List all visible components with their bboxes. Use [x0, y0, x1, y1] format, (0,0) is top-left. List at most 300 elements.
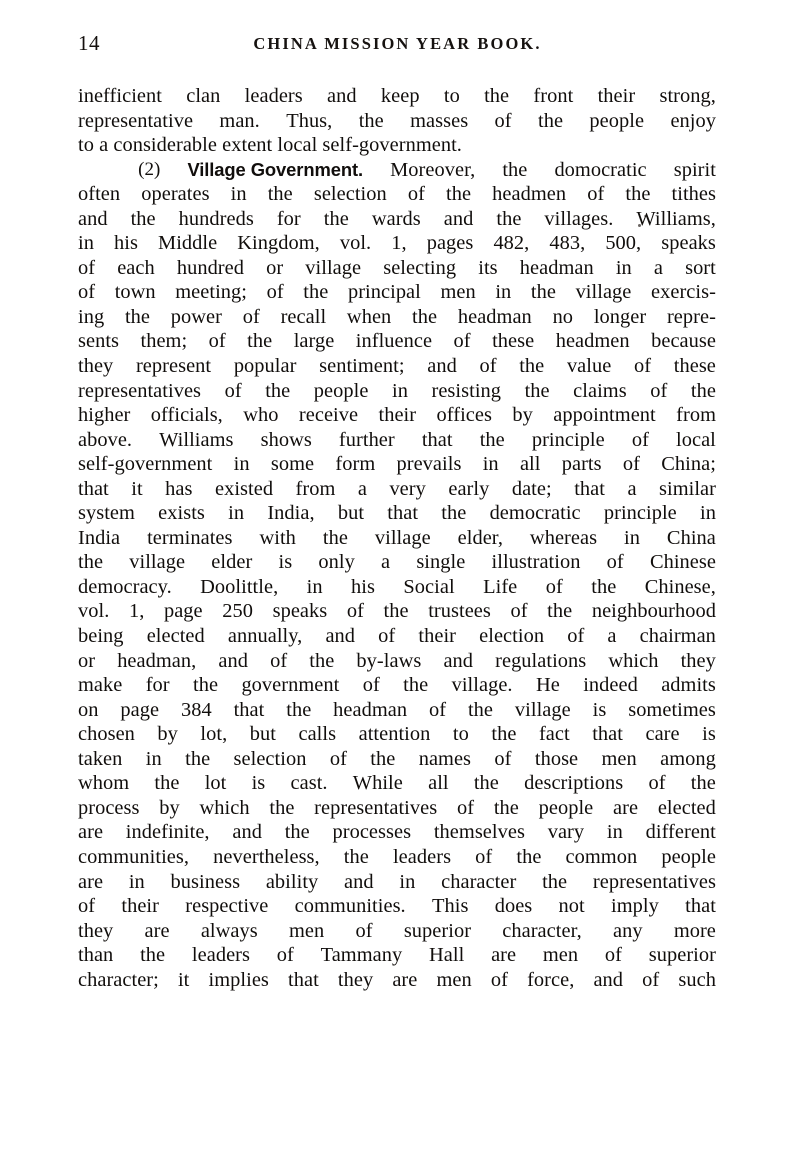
word: representatives [78, 379, 202, 402]
text-line [78, 845, 716, 870]
text-line [78, 428, 716, 453]
word: single [416, 551, 466, 574]
word: these [492, 330, 535, 353]
word: not [558, 895, 585, 918]
word: the [690, 772, 716, 795]
word: represent [135, 355, 212, 378]
word: exercis- [651, 281, 716, 304]
line-content [78, 182, 716, 207]
word: longer [593, 305, 647, 328]
word: people [661, 845, 716, 868]
word: principle [531, 428, 605, 451]
word: processes [332, 821, 412, 844]
word: Kingdom, [237, 232, 320, 255]
word: the [140, 944, 166, 967]
word: village [129, 551, 186, 574]
text-line [78, 84, 716, 109]
line-content [78, 722, 716, 747]
word: the [491, 723, 517, 746]
word: his [114, 232, 138, 255]
word: in [306, 575, 323, 598]
word: sort [685, 256, 716, 279]
word: calls [298, 723, 337, 746]
page-number: 14 [78, 31, 100, 55]
word: of [606, 551, 624, 574]
line-content [78, 870, 716, 895]
word: power [170, 305, 222, 328]
word: Doolittle, [200, 575, 279, 598]
word: large [293, 330, 335, 353]
word: in [145, 747, 162, 770]
text-line [78, 649, 716, 674]
word: for [145, 674, 170, 697]
word: headmen [555, 330, 630, 353]
word: fact [538, 723, 570, 746]
word: While [352, 772, 403, 795]
word: care [645, 723, 680, 746]
word: who [243, 404, 279, 427]
word: communities. [294, 895, 406, 918]
word: operates [141, 183, 210, 206]
word: in [482, 453, 499, 476]
text-line [78, 624, 716, 649]
word: of [510, 600, 528, 623]
body-text-block [78, 84, 716, 992]
word: Chinese, [644, 575, 716, 598]
word: communities, [78, 845, 190, 868]
word: are [78, 870, 104, 893]
word: superior [403, 919, 472, 942]
word: their [597, 85, 636, 107]
line-content [78, 477, 716, 502]
text-line [78, 158, 716, 183]
word: lot, [200, 723, 228, 746]
word: is [278, 551, 293, 574]
word: domocratic [554, 158, 647, 181]
word: for [276, 207, 301, 230]
line-content [78, 501, 716, 526]
word: of [622, 453, 640, 476]
word: people [589, 109, 645, 132]
word: is [592, 698, 607, 721]
word: the [538, 109, 564, 132]
word: elder [211, 551, 253, 574]
word: indeed [583, 674, 638, 697]
word: being [78, 625, 124, 648]
running-head [0, 30, 795, 56]
word: the [78, 551, 104, 574]
word: the [484, 85, 510, 107]
word: the [343, 845, 369, 868]
word: form [335, 453, 376, 476]
word: date; [511, 477, 552, 500]
word: business [170, 870, 241, 893]
word: China [666, 526, 716, 549]
word: Life [483, 575, 518, 598]
word: principle [603, 502, 677, 525]
word: among [660, 747, 716, 770]
section-number: (2) [138, 158, 161, 180]
word: in [495, 281, 512, 304]
text-line [78, 403, 716, 428]
line-content [78, 403, 716, 428]
word: hundreds [178, 207, 254, 230]
word: Williams [159, 428, 234, 451]
word: themselves [433, 821, 525, 844]
line-content [78, 207, 716, 232]
word: headman, [117, 649, 197, 672]
word: and [325, 625, 356, 648]
word: their [418, 625, 457, 648]
word: elected [146, 625, 205, 648]
word: that [574, 477, 605, 500]
word: of [479, 355, 497, 378]
word: very [389, 477, 426, 500]
word: that [78, 477, 109, 500]
word: of [475, 845, 493, 868]
word: lot [204, 772, 227, 795]
word: sentiment; [319, 355, 405, 378]
word: representatives [314, 796, 438, 819]
word: parts [561, 453, 602, 476]
line-content [78, 820, 716, 845]
word: appointment [553, 404, 656, 427]
run-in-heading: Village Government. [187, 158, 364, 180]
word: than [78, 944, 114, 967]
paragraph-indent [78, 158, 111, 183]
line-content [78, 305, 716, 330]
text-line [78, 305, 716, 330]
text-line [78, 919, 716, 944]
word: but [249, 723, 276, 746]
word: meeting; [175, 281, 248, 304]
word: popular [233, 355, 297, 378]
word: in [399, 870, 416, 893]
text-line [78, 771, 716, 796]
text-line [78, 894, 716, 919]
word: higher [78, 404, 131, 427]
word: the [323, 207, 349, 230]
word: system [78, 502, 135, 525]
word: influence [355, 330, 433, 353]
text-line [78, 943, 716, 968]
word: India, [267, 502, 315, 525]
word: from [295, 477, 336, 500]
word: of [276, 944, 294, 967]
word: the [516, 845, 542, 868]
line-content [78, 280, 716, 305]
word: and [443, 649, 474, 672]
word: in [233, 453, 250, 476]
word: existed [214, 477, 274, 500]
word: are [613, 796, 639, 819]
word: the [496, 207, 522, 230]
word: implies [208, 968, 269, 991]
word: of [346, 600, 364, 623]
word: claims [573, 379, 627, 402]
word: a [381, 551, 391, 574]
word: the [530, 281, 556, 304]
word: officials, [150, 404, 223, 427]
text-line [78, 575, 716, 600]
word: headmen [492, 183, 567, 206]
text-line [78, 231, 716, 256]
word: and [327, 85, 357, 107]
word: selection [313, 183, 387, 206]
word: of [631, 428, 649, 451]
word: the [303, 281, 329, 304]
word: on [78, 698, 99, 721]
word: no [552, 305, 574, 328]
line-content [78, 747, 716, 772]
word: in [78, 232, 94, 255]
word: the [519, 355, 545, 378]
word: of [224, 379, 242, 402]
word: when [346, 305, 392, 328]
word: his [351, 575, 375, 598]
word: elected [657, 796, 716, 819]
word: the [479, 428, 505, 451]
word: elder, [457, 526, 503, 549]
word: masses [410, 109, 469, 132]
word: the [309, 649, 335, 672]
word: of [78, 281, 96, 304]
word: always [200, 919, 258, 942]
line-content [78, 599, 716, 624]
word: prevails [396, 453, 462, 476]
word: offices [436, 404, 492, 427]
word: because [651, 330, 716, 353]
word: a [653, 256, 663, 279]
word: exists [158, 502, 205, 525]
word: Tammany [320, 944, 403, 967]
word: illustration [491, 551, 581, 574]
word: spirit [673, 158, 716, 181]
word: that [288, 968, 319, 991]
word: are [491, 944, 517, 967]
word: with [259, 526, 296, 549]
word: does [494, 895, 533, 918]
word: representatives [592, 870, 716, 893]
word: in [606, 821, 623, 844]
word: the [269, 796, 295, 819]
word: imply [611, 895, 659, 918]
word: they [337, 968, 374, 991]
word: the [154, 772, 180, 795]
word: strong, [659, 85, 716, 107]
word: in [228, 502, 245, 525]
text-line [78, 109, 716, 134]
word: page [120, 698, 160, 721]
text-line [78, 747, 716, 772]
word: neighbourhood [591, 600, 716, 623]
word: This [431, 895, 469, 918]
line-content [78, 575, 716, 600]
word: from [676, 404, 716, 427]
word: of [208, 330, 226, 353]
word: the [383, 600, 409, 623]
word: a [627, 477, 637, 500]
word: men [288, 919, 325, 942]
word: cast. [290, 772, 328, 795]
word: whereas [529, 526, 598, 549]
word: India [78, 526, 121, 549]
word: Thus, [286, 109, 333, 132]
word: keep [380, 85, 420, 107]
word: democratic [489, 502, 581, 525]
word: men [601, 747, 637, 770]
word: above. [78, 428, 133, 451]
word: they [78, 919, 114, 942]
word: whom [78, 772, 130, 795]
word: leaders [244, 85, 303, 107]
word: the [265, 379, 291, 402]
line-content [78, 943, 716, 968]
word: the [441, 502, 467, 525]
word: force, [527, 968, 575, 991]
word: of [604, 944, 622, 967]
word: recall [280, 305, 327, 328]
word: and [443, 207, 474, 230]
word: or [266, 256, 284, 279]
word: sometimes [628, 698, 716, 721]
word: the [370, 747, 396, 770]
word: taken [78, 747, 123, 770]
line-content [78, 894, 716, 919]
line-content [78, 698, 716, 723]
word: vary [547, 821, 585, 844]
word: of [587, 183, 605, 206]
word: and [232, 821, 262, 844]
line-content [78, 673, 716, 698]
line-content [78, 919, 716, 944]
word: their [378, 404, 417, 427]
word: of [407, 183, 425, 206]
word: a [357, 477, 367, 500]
word: has [165, 477, 193, 500]
word: local [676, 428, 716, 451]
word: Hall [428, 944, 465, 967]
word: it [131, 477, 143, 500]
word: further [338, 428, 395, 451]
line-content [78, 771, 716, 796]
word: people [313, 379, 369, 402]
word: the [412, 305, 438, 328]
word: of [456, 796, 475, 819]
word: process [78, 796, 140, 819]
word: of [266, 281, 284, 304]
word: chosen [78, 723, 135, 746]
word: 384 [180, 698, 212, 721]
word: men [436, 968, 472, 991]
word: democracy. [78, 575, 172, 598]
word: men [542, 944, 579, 967]
text-line [78, 870, 716, 895]
word: in [624, 526, 640, 549]
word: the [493, 796, 519, 819]
word: headman [519, 256, 594, 279]
text-line [78, 501, 716, 526]
line-content [78, 796, 716, 821]
word: clan [186, 85, 221, 107]
word: they [680, 649, 716, 672]
word: the [690, 379, 716, 402]
word: vol. [78, 600, 110, 623]
word: descriptions [524, 772, 624, 795]
word: in [230, 183, 247, 206]
word: the [591, 575, 617, 598]
word: of [634, 355, 652, 378]
line-content [78, 649, 716, 674]
word: pages [426, 232, 474, 255]
word: a [607, 625, 617, 648]
word: trustees [428, 600, 491, 623]
word: the [524, 379, 550, 402]
word: admits [661, 674, 716, 697]
word: the [547, 600, 573, 623]
word: make [78, 674, 123, 697]
word: that [233, 698, 265, 721]
word: village [305, 256, 362, 279]
word: of [429, 698, 447, 721]
word: Middle [158, 232, 218, 255]
word: different [645, 821, 716, 844]
text-line [78, 968, 716, 993]
word: all [428, 772, 449, 795]
word: respective [185, 895, 269, 918]
line-content [78, 428, 716, 453]
word: 483, [549, 232, 586, 255]
word: common [565, 845, 638, 868]
word: which [199, 796, 250, 819]
word: of [355, 919, 373, 942]
book-title-header: CHINA MISSION YEAR BOOK. [253, 34, 542, 53]
word: self-government [78, 453, 213, 476]
text-line [78, 182, 716, 207]
word: Moreover, [390, 158, 476, 181]
word: Williams, [636, 207, 716, 230]
word: receive [298, 404, 359, 427]
word: the [542, 870, 568, 893]
line-content [78, 845, 716, 870]
word: in [391, 379, 408, 402]
word: of [650, 379, 668, 402]
line-content [78, 231, 716, 256]
text-line [78, 256, 716, 281]
word: chairman [639, 625, 716, 648]
word: each [117, 256, 155, 279]
word: of [642, 968, 660, 991]
text-line [78, 722, 716, 747]
word: superior [648, 944, 716, 967]
word: is [702, 723, 716, 746]
word: by [159, 796, 180, 819]
text-line [78, 329, 716, 354]
word: principal [347, 281, 421, 304]
word: terminates [147, 526, 233, 549]
word: are [144, 919, 170, 942]
word: page [163, 600, 203, 623]
text-line [78, 698, 716, 723]
word: election [479, 625, 545, 648]
word: of [567, 625, 585, 648]
word: the [130, 207, 156, 230]
line-content [78, 968, 716, 993]
word: the [625, 183, 651, 206]
word: to [452, 723, 469, 746]
word: town [114, 281, 156, 304]
word: of [490, 968, 508, 991]
